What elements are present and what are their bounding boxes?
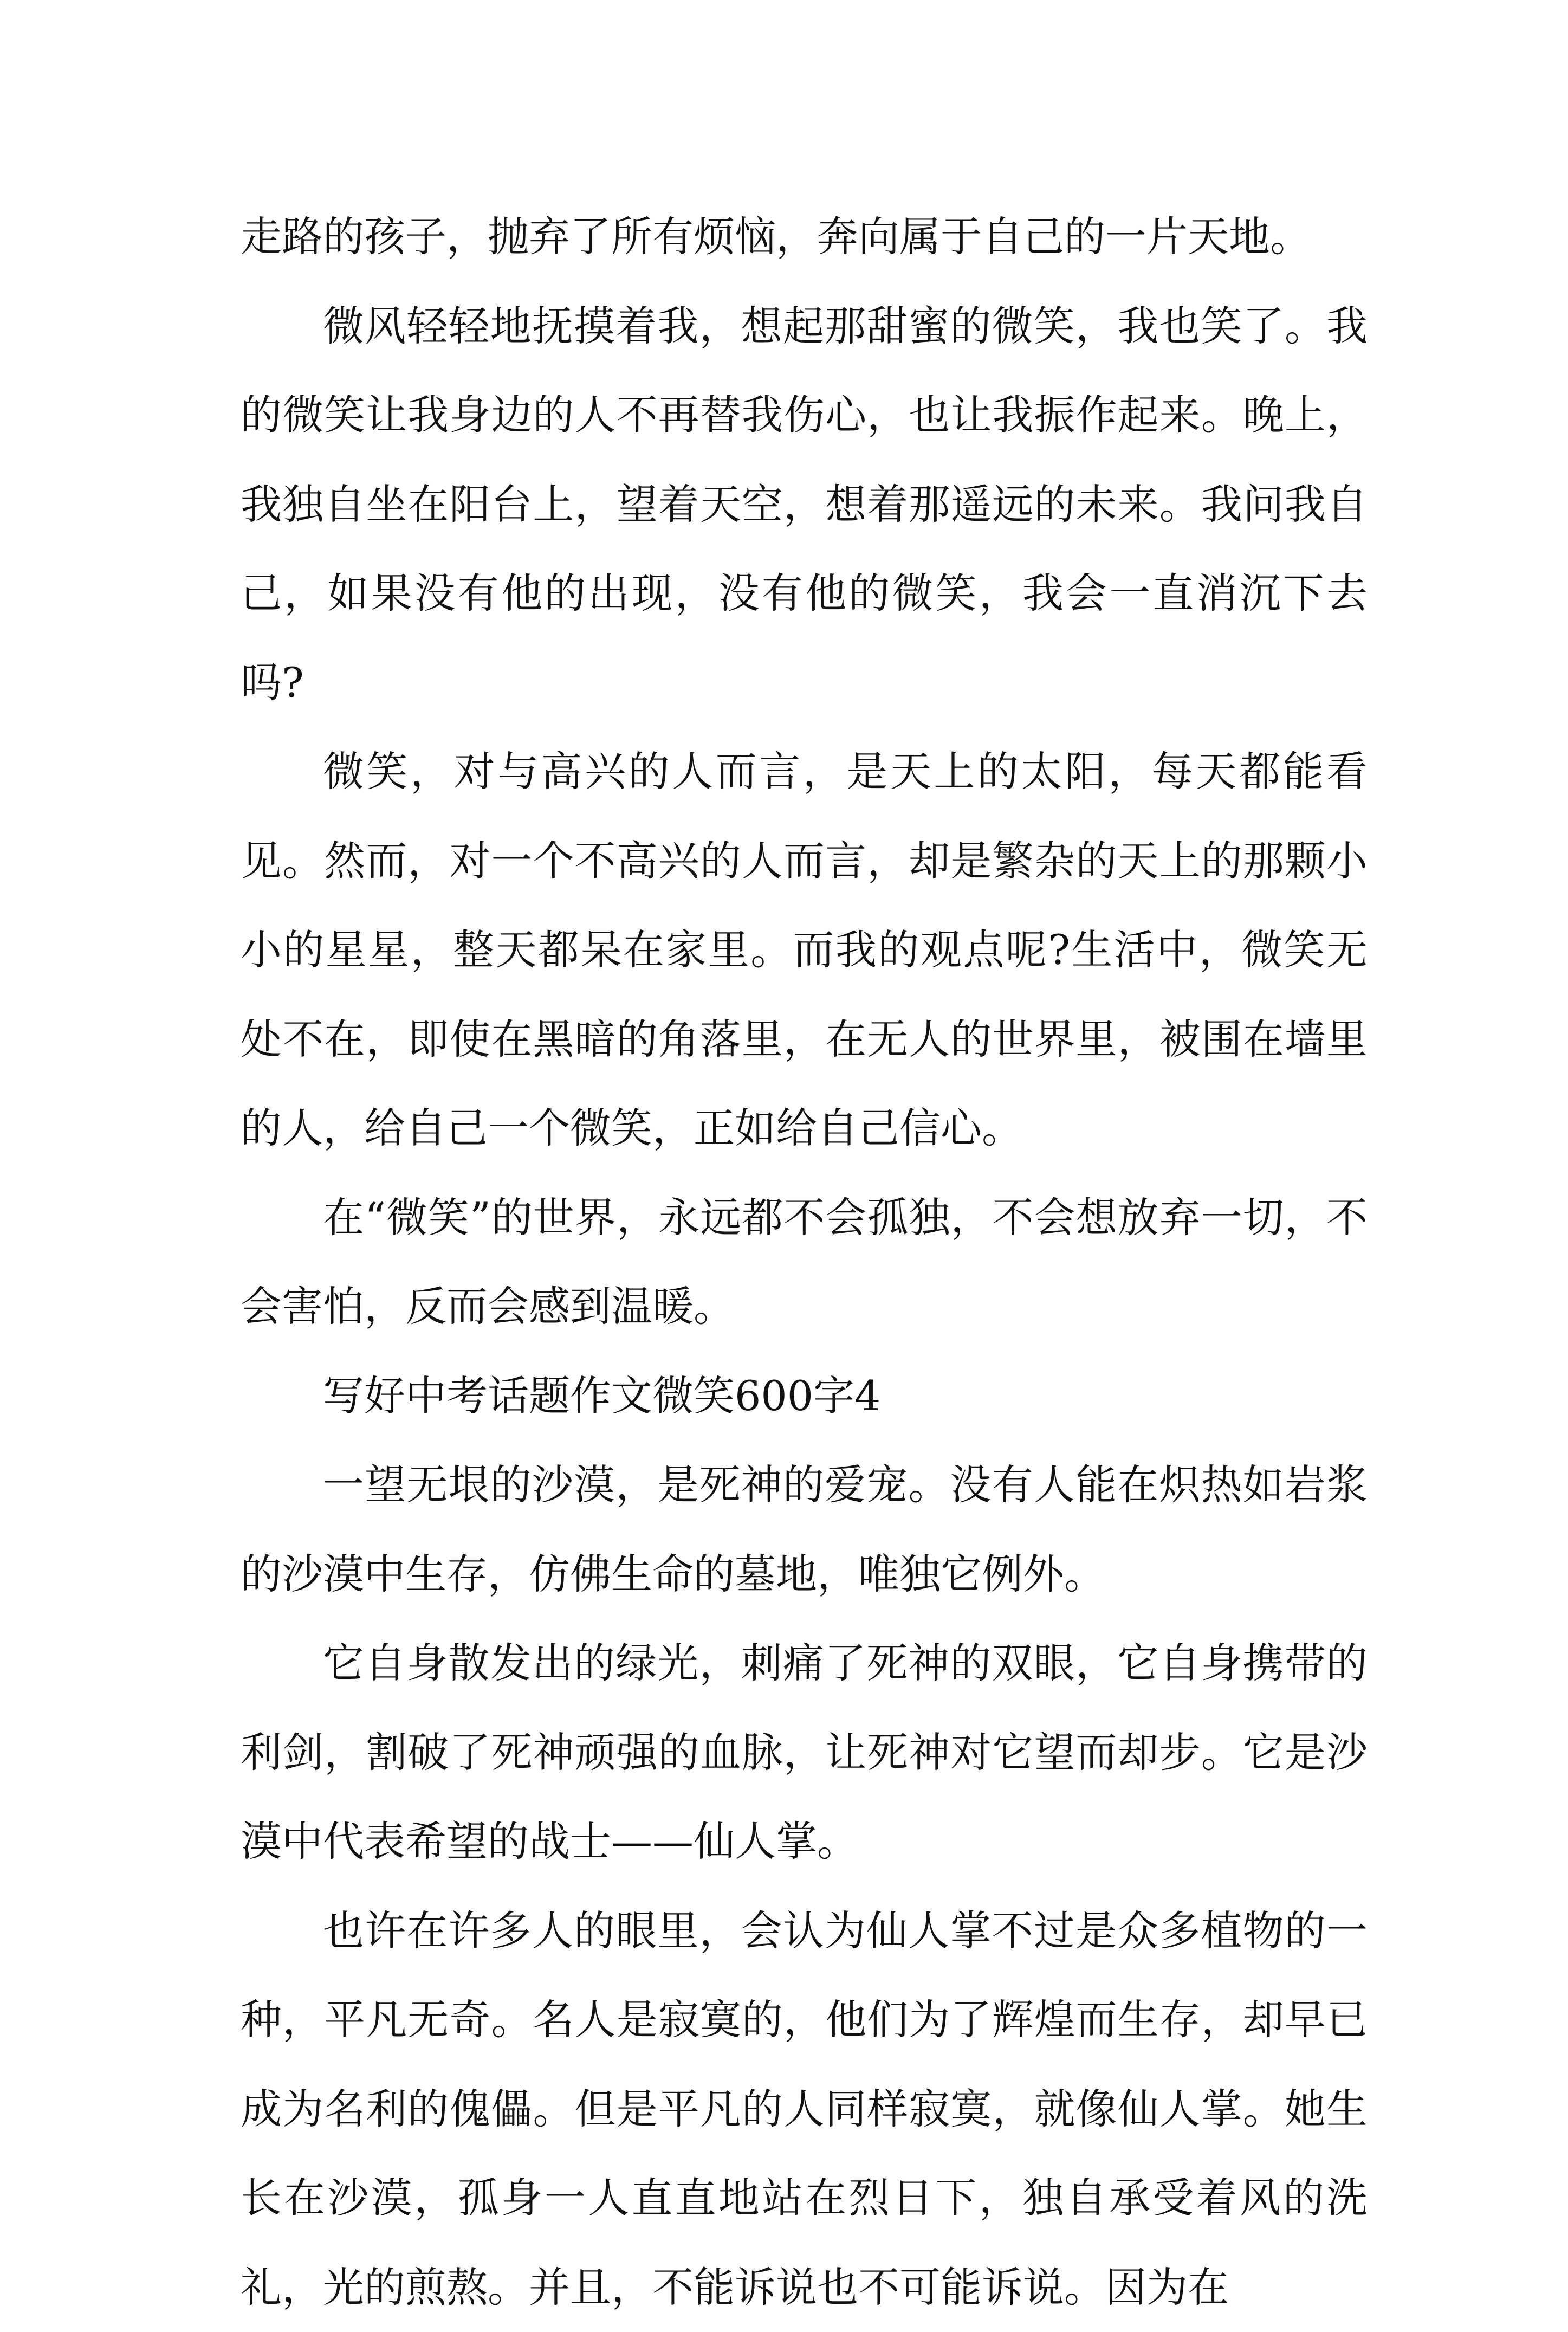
paragraph-5: 一望无垠的沙漠，是死神的爱宠。没有人能在炽热如岩浆的沙漠中生存，仿佛生命的墓地，唯独它例外。	[241, 1440, 1368, 1619]
paragraph-2: 微风轻轻地抚摸着我，想起那甜蜜的微笑，我也笑了。我的微笑让我身边的人不再替我伤心，也让我振作起来。晚上，我独自坐在阳台上，望着天空，想着那遥远的未来。我问我自己，如果没有他的出现，没有他的微笑，我会一直消沉下去吗?	[241, 282, 1368, 728]
paragraph-1: 走路的孩子，抛弃了所有烦恼，奔向属于自己的一片天地。	[241, 192, 1368, 282]
document-body	[241, 192, 1368, 2332]
section-heading: 写好中考话题作文微笑600字4	[241, 1352, 1368, 1441]
paragraph-6: 它自身散发出的绿光，刺痛了死神的双眼，它自身携带的利剑，割破了死神顽强的血脉，让死神对它望而却步。它是沙漠中代表希望的战士——仙人掌。	[241, 1619, 1368, 1887]
paragraph-7: 也许在许多人的眼里，会认为仙人掌不过是众多植物的一种，平凡无奇。名人是寂寞的，他们为了辉煌而生存，却早已成为名利的傀儡。但是平凡的人同样寂寞，就像仙人掌。她生长在沙漠，孤身一人直直地站在烈日下，独自承受着风的洗礼，光的煎熬。并且，不能诉说也不可能诉说。因为在	[241, 1887, 1368, 2332]
paragraph-4: 在“微笑”的世界，永远都不会孤独，不会想放弃一切，不会害怕，反而会感到温暖。	[241, 1173, 1368, 1352]
paragraph-3: 微笑，对与高兴的人而言，是天上的太阳，每天都能看见。然而，对一个不高兴的人而言，却是繁杂的天上的那颗小小的星星，整天都呆在家里。而我的观点呢?生活中，微笑无处不在，即使在黑暗的角落里，在无人的世界里，被围在墙里的人，给自己一个微笑，正如给自己信心。	[241, 727, 1368, 1173]
